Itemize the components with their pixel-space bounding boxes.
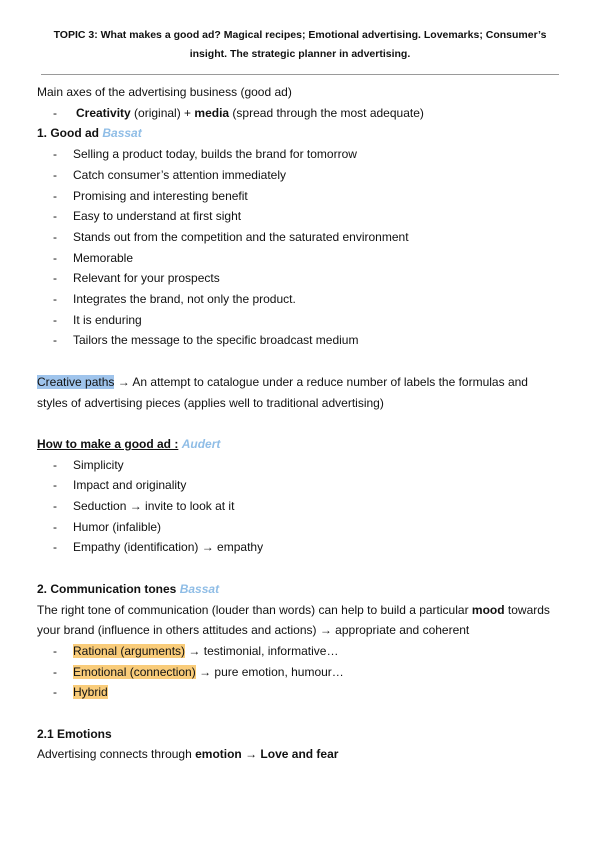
- mood-term: mood: [471, 602, 505, 617]
- tone-description: → testimonial, informative…: [185, 643, 339, 658]
- tone-label: Hybrid: [73, 685, 108, 700]
- tone-label: Emotional (connection): [73, 664, 196, 679]
- list-item: [37, 455, 567, 476]
- tones-list: [37, 641, 567, 703]
- list-item: [37, 641, 567, 662]
- list-item-text: Humor (infalible): [73, 519, 162, 534]
- list-item-text: Selling a product today, builds the brand for tomorrow: [73, 147, 357, 162]
- list-item-text: Relevant for your prospects: [73, 271, 220, 286]
- list-item-text: Catch consumer’s attention immediately: [73, 167, 286, 182]
- creative-paths-line2: styles of advertising pieces (applies well to traditional advertising): [37, 395, 384, 410]
- tones-paragraph-line1: The right tone of communication (louder than words) can help to build a particular mood towards: [37, 602, 550, 617]
- list-item-text: Promising and interesting benefit: [73, 188, 248, 203]
- list-item: [37, 248, 567, 269]
- document-body: [37, 82, 567, 765]
- list-item-text: Impact and originality: [73, 478, 187, 493]
- bullet-dash: -: [53, 250, 57, 265]
- bullet-dash: -: [53, 685, 57, 700]
- bullet-dash: -: [53, 643, 57, 658]
- creativity-note: (original) +: [130, 105, 195, 120]
- how-to-list: [37, 455, 567, 559]
- list-item: [37, 206, 567, 227]
- list-item: [37, 144, 567, 165]
- bullet-dash: -: [53, 519, 57, 534]
- list-item-text: Memorable: [73, 250, 134, 265]
- list-item-text: It is enduring: [73, 312, 142, 327]
- tone-description: → pure emotion, humour…: [195, 664, 344, 679]
- list-item: [37, 289, 567, 310]
- tones-paragraph-line2: your brand (influence in others attitudes and actions) → appropriate and coherent: [37, 623, 470, 638]
- bullet-dash: -: [53, 105, 57, 120]
- title-line-2: insight. The strategic planner in advertising.: [189, 48, 411, 60]
- media-note: (spread through the most adequate): [229, 105, 424, 120]
- list-item: [37, 227, 567, 248]
- good-ad-list: [37, 144, 567, 351]
- bullet-dash: -: [53, 229, 57, 244]
- list-item: [37, 475, 567, 496]
- tone-label: Rational (arguments): [73, 643, 186, 658]
- emotions-heading: 2.1 Emotions: [37, 726, 112, 741]
- author-bassat-2: Bassat: [179, 581, 220, 596]
- axes-bullet: [37, 103, 567, 124]
- list-item: [37, 310, 567, 331]
- author-audert: Audert: [181, 436, 221, 451]
- tones-heading: 2. Communication tones Bassat: [37, 581, 220, 596]
- list-item: [37, 330, 567, 351]
- list-item-text: Easy to understand at first sight: [73, 209, 242, 224]
- bullet-dash: -: [53, 499, 57, 514]
- list-item-text: Integrates the brand, not only the product.: [73, 292, 296, 307]
- list-item: [37, 496, 567, 517]
- page-title: [30, 26, 570, 64]
- title-divider: [41, 74, 559, 75]
- list-item: [37, 682, 567, 703]
- list-item-text: Simplicity: [73, 457, 124, 472]
- title-line-1: TOPIC 3: What makes a good ad? Magical recipes; Emotional advertising. Lovemarks; Consumer’s: [53, 29, 547, 41]
- author-bassat: Bassat: [102, 126, 142, 141]
- list-item-text: Empathy (identification) → empathy: [73, 540, 264, 555]
- list-item-text: Seduction → invite to look at it: [73, 499, 235, 514]
- list-item: [37, 662, 567, 683]
- bullet-dash: -: [53, 167, 57, 182]
- list-item: [37, 517, 567, 538]
- emotions-bold: emotion → Love and fear: [195, 747, 339, 762]
- creative-paths-term: Creative paths: [37, 374, 115, 389]
- bullet-dash: -: [53, 209, 57, 224]
- list-item-text: Stands out from the competition and the saturated environment: [73, 229, 409, 244]
- bullet-dash: -: [53, 271, 57, 286]
- bullet-dash: -: [53, 333, 57, 348]
- list-item: [37, 268, 567, 289]
- bullet-dash: -: [53, 147, 57, 162]
- media-term: media: [194, 105, 230, 120]
- emotions-text: Advertising connects through emotion → Love and fear: [37, 747, 339, 762]
- list-item: [37, 537, 567, 558]
- creative-paths-line1: Creative paths → An attempt to catalogue under a reduce number of labels the formulas and: [37, 374, 528, 389]
- how-to-heading: How to make a good ad : Audert: [37, 436, 221, 451]
- list-item: [37, 186, 567, 207]
- bullet-dash: -: [53, 292, 57, 307]
- list-item-text: Tailors the message to the specific broadcast medium: [73, 333, 359, 348]
- good-ad-heading: 1. Good ad Bassat: [37, 126, 142, 141]
- creativity-term: Creativity: [76, 105, 131, 120]
- bullet-dash: -: [53, 312, 57, 327]
- bullet-dash: -: [53, 457, 57, 472]
- intro-text: Main axes of the advertising business (good ad): [37, 85, 292, 99]
- bullet-dash: -: [53, 664, 57, 679]
- bullet-dash: -: [53, 188, 57, 203]
- bullet-dash: -: [53, 478, 57, 493]
- list-item: [37, 165, 567, 186]
- bullet-dash: -: [53, 540, 57, 555]
